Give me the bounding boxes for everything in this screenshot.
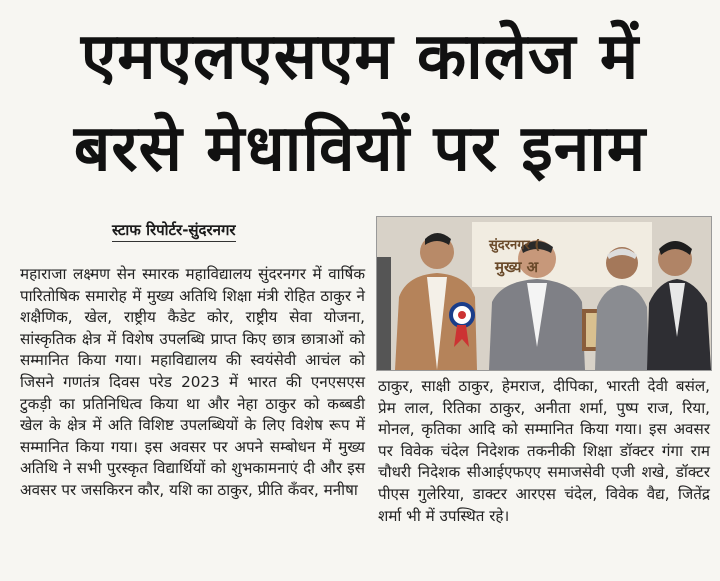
article-right-column: ठाकुर, साक्षी ठाकुर, हेमराज, दीपिका, भारती देवी बसंल, प्रेम लाल, रितिका ठाकुर, अनीता शर्मा, पुष्प राज, रिया, मोनल, कृतिका आदि को सम्मानित किया गया। इस अवसर पर विवेक चंदेल निदेशक तकनीकी शिक्षा डॉक्टर गंगा राम चौधरी निदेशक सीआईएफएए समाजसेवी एजी शखे, डॉक्टर पीएस गुलेरिया, डाक्टर आरएस चंदेल, विवेक वैद्य, जितेंद्र शर्मा भी में उपस्थित रहे। <box>378 377 710 525</box>
byline: स्टाफ रिपोर्टर-सुंदरनगर <box>112 220 236 242</box>
event-photo <box>376 216 712 371</box>
headline-line-1: एमएलएसएम कालेज में <box>80 20 640 94</box>
article-left-column: महाराजा लक्ष्मण सेन स्मारक महाविद्यालय सुंदरनगर में वार्षिक पारितोषिक समारोह में मुख्य अतिथि शिक्षा मंत्री रोहित ठाकुर ने शक्षैणिक, खेल, राष्ट्रीय कैडेट कोर, राष्ट्रीय सेवा योजना, सांस्कृतिक क्षेत्र में विशेष उपलब्धि प्राप्त किए छात्र छात्राओं को सम्मानित किया गया। महाविद्यालय की स्वयंसेवी आचंल को जिसने गणतंत्र दिवस परेड 2023 में भारत की एनएसएस टुकड़ी का प्रतिनिधित्व किया था और नेहा ठाकुर को कब्बडी खेल के क्षेत्र में अति विशिष्ट उपलब्धियों के लिए विशेष रूप में सम्मानित किया गया। इस अवसर पर अपने सम्बोधन में मुख्य अतिथि ने सभी पुरस्कृत विद्यार्थियों को शुभकामनाएं दी और इस अवसर पर जसकिरन कौर, यशि का ठाकुर, प्रीति कँवर, मनीषा <box>20 265 365 499</box>
photo-illustration <box>377 217 711 370</box>
photo-banner-line-1: सुंदरनगर ( <box>489 238 541 253</box>
headline-line-2: बरसे मेधावियों पर इनाम <box>73 112 647 186</box>
photo-banner-line-2: मुख्य अ <box>495 258 539 276</box>
